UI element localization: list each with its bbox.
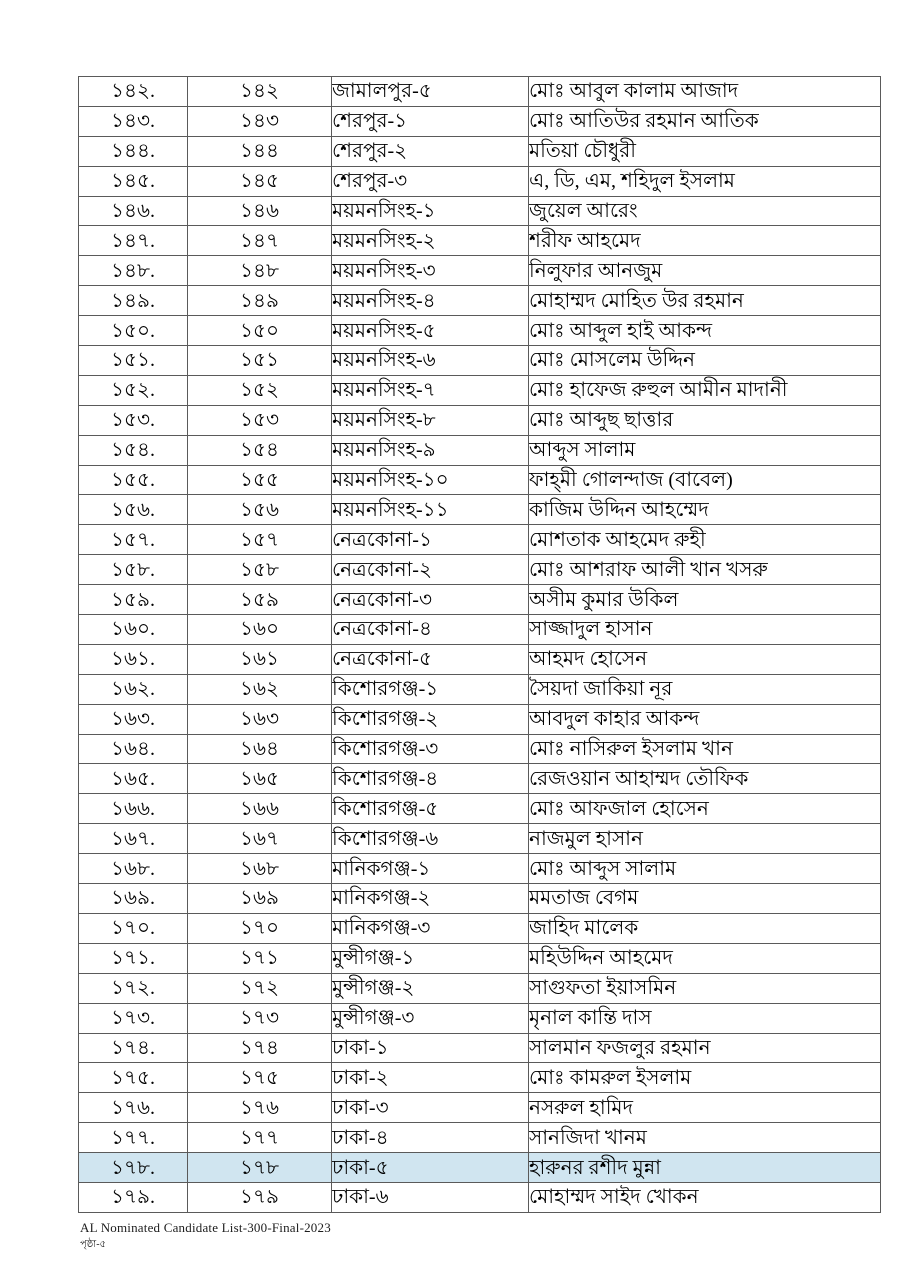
cell-number: ১৬৪ <box>188 734 332 764</box>
cell-constituency: ঢাকা-৩ <box>332 1093 529 1123</box>
cell-number: ১৪৭ <box>188 226 332 256</box>
cell-serial: ১৫৪. <box>79 435 188 465</box>
cell-constituency: শেরপুর-১ <box>332 106 529 136</box>
cell-number: ১৬৩ <box>188 704 332 734</box>
footer-page-number: পৃষ্ঠা-৫ <box>80 1239 107 1250</box>
cell-number: ১৭৫ <box>188 1063 332 1093</box>
cell-constituency: কিশোরগঞ্জ-১ <box>332 674 529 704</box>
page-footer <box>80 1220 331 1254</box>
cell-number: ১৫৬ <box>188 495 332 525</box>
cell-candidate: সালমান ফজলুর রহমান <box>529 1033 881 1063</box>
cell-number: ১৬৮ <box>188 854 332 884</box>
table-row <box>79 973 881 1003</box>
footer-document-title: AL Nominated Candidate List-300-Final-2023 <box>80 1220 331 1235</box>
cell-number: ১৪৬ <box>188 196 332 226</box>
cell-candidate: মমতাজ বেগম <box>529 884 881 914</box>
table-row <box>79 375 881 405</box>
cell-constituency: শেরপুর-২ <box>332 136 529 166</box>
table-row <box>79 136 881 166</box>
cell-candidate: মোঃ নাসিরুল ইসলাম খান <box>529 734 881 764</box>
cell-constituency: মুন্সীগঞ্জ-১ <box>332 943 529 973</box>
table-row <box>79 555 881 585</box>
cell-candidate: আবদুল কাহার আকন্দ <box>529 704 881 734</box>
cell-candidate: নাজমুল হাসান <box>529 824 881 854</box>
cell-serial: ১৫৩. <box>79 405 188 435</box>
cell-constituency: মুন্সীগঞ্জ-২ <box>332 973 529 1003</box>
cell-number: ১৬২ <box>188 674 332 704</box>
table-row <box>79 585 881 615</box>
cell-serial: ১৬৫. <box>79 764 188 794</box>
cell-number: ১৫১ <box>188 346 332 376</box>
candidate-table <box>78 76 881 1213</box>
cell-candidate: সাগুফতা ইয়াসমিন <box>529 973 881 1003</box>
cell-constituency: মানিকগঞ্জ-২ <box>332 884 529 914</box>
cell-serial: ১৬০. <box>79 615 188 645</box>
cell-candidate: মোশতাক আহমেদ রুহী <box>529 525 881 555</box>
table-row <box>79 884 881 914</box>
table-row <box>79 1093 881 1123</box>
table-row <box>79 794 881 824</box>
cell-serial: ১৫৭. <box>79 525 188 555</box>
cell-serial: ১৬৯. <box>79 884 188 914</box>
cell-constituency: ময়মনসিংহ-২ <box>332 226 529 256</box>
cell-constituency: কিশোরগঞ্জ-৬ <box>332 824 529 854</box>
cell-constituency: কিশোরগঞ্জ-৪ <box>332 764 529 794</box>
cell-constituency: ঢাকা-৪ <box>332 1123 529 1153</box>
cell-candidate: কাজিম উদ্দিন আহম্মেদ <box>529 495 881 525</box>
table-row <box>79 525 881 555</box>
cell-constituency: ময়মনসিংহ-১০ <box>332 465 529 495</box>
cell-constituency: ময়মনসিংহ-৫ <box>332 316 529 346</box>
cell-serial: ১৫৯. <box>79 585 188 615</box>
cell-serial: ১৭৯. <box>79 1182 188 1212</box>
cell-constituency: ময়মনসিংহ-৩ <box>332 256 529 286</box>
table-row <box>79 1033 881 1063</box>
cell-candidate: সানজিদা খানম <box>529 1123 881 1153</box>
cell-number: ১৬৫ <box>188 764 332 794</box>
cell-number: ১৭৩ <box>188 1003 332 1033</box>
cell-number: ১৫৫ <box>188 465 332 495</box>
cell-candidate: সাজ্জাদুল হাসান <box>529 615 881 645</box>
cell-candidate: মোঃ আফজাল হোসেন <box>529 794 881 824</box>
cell-candidate: মৃনাল কান্তি দাস <box>529 1003 881 1033</box>
cell-constituency: ময়মনসিংহ-৭ <box>332 375 529 405</box>
cell-number: ১৪৪ <box>188 136 332 166</box>
cell-candidate: রেজওয়ান আহাম্মদ তৌফিক <box>529 764 881 794</box>
cell-serial: ১৫২. <box>79 375 188 405</box>
cell-serial: ১৫৬. <box>79 495 188 525</box>
cell-serial: ১৬৭. <box>79 824 188 854</box>
cell-serial: ১৭১. <box>79 943 188 973</box>
cell-serial: ১৪৮. <box>79 256 188 286</box>
cell-candidate: মোঃ কামরুল ইসলাম <box>529 1063 881 1093</box>
table-row <box>79 196 881 226</box>
cell-number: ১৬১ <box>188 644 332 674</box>
cell-constituency: নেত্রকোনা-৩ <box>332 585 529 615</box>
cell-number: ১৫৪ <box>188 435 332 465</box>
cell-constituency: ময়মনসিংহ-৯ <box>332 435 529 465</box>
cell-candidate: অসীম কুমার উকিল <box>529 585 881 615</box>
cell-number: ১৭৭ <box>188 1123 332 1153</box>
cell-constituency: ময়মনসিংহ-৬ <box>332 346 529 376</box>
cell-serial: ১৫১. <box>79 346 188 376</box>
table-row <box>79 615 881 645</box>
cell-number: ১৭০ <box>188 913 332 943</box>
cell-serial: ১৭২. <box>79 973 188 1003</box>
cell-serial: ১৬৬. <box>79 794 188 824</box>
cell-serial: ১৬১. <box>79 644 188 674</box>
table-row <box>79 256 881 286</box>
cell-serial: ১৭০. <box>79 913 188 943</box>
cell-number: ১৭৪ <box>188 1033 332 1063</box>
cell-candidate: ফাহ্‌মী গোলন্দাজ (বাবেল) <box>529 465 881 495</box>
cell-number: ১৫৩ <box>188 405 332 435</box>
cell-serial: ১৭৫. <box>79 1063 188 1093</box>
cell-number: ১৫৮ <box>188 555 332 585</box>
cell-constituency: নেত্রকোনা-২ <box>332 555 529 585</box>
cell-constituency: মুন্সীগঞ্জ-৩ <box>332 1003 529 1033</box>
table-row <box>79 943 881 973</box>
candidate-table-body <box>79 77 881 1213</box>
cell-serial: ১৪৫. <box>79 166 188 196</box>
table-row <box>79 286 881 316</box>
table-row <box>79 764 881 794</box>
cell-serial: ১৪৯. <box>79 286 188 316</box>
cell-candidate: সৈয়দা জাকিয়া নূর <box>529 674 881 704</box>
cell-constituency: ঢাকা-৬ <box>332 1182 529 1212</box>
table-row <box>79 405 881 435</box>
cell-serial: ১৫৮. <box>79 555 188 585</box>
cell-number: ১৪৯ <box>188 286 332 316</box>
table-row <box>79 734 881 764</box>
cell-number: ১৫২ <box>188 375 332 405</box>
cell-candidate: জুয়েল আরেং <box>529 196 881 226</box>
table-row <box>79 854 881 884</box>
cell-number: ১৬৯ <box>188 884 332 914</box>
table-row <box>79 316 881 346</box>
cell-constituency: নেত্রকোনা-১ <box>332 525 529 555</box>
cell-constituency: ময়মনসিংহ-১ <box>332 196 529 226</box>
cell-candidate: নিলুফার আনজুম <box>529 256 881 286</box>
cell-constituency: ঢাকা-২ <box>332 1063 529 1093</box>
cell-serial: ১৫০. <box>79 316 188 346</box>
cell-number: ১৫৯ <box>188 585 332 615</box>
cell-serial: ১৬৮. <box>79 854 188 884</box>
cell-number: ১৫৭ <box>188 525 332 555</box>
cell-candidate: মোঃ আব্দুস সালাম <box>529 854 881 884</box>
cell-candidate: নসরুল হামিদ <box>529 1093 881 1123</box>
cell-number: ১৫০ <box>188 316 332 346</box>
cell-constituency: কিশোরগঞ্জ-৫ <box>332 794 529 824</box>
cell-constituency: ময়মনসিংহ-৮ <box>332 405 529 435</box>
cell-constituency: ময়মনসিংহ-১১ <box>332 495 529 525</box>
table-row <box>79 824 881 854</box>
cell-constituency: ময়মনসিংহ-৪ <box>332 286 529 316</box>
table-row <box>79 704 881 734</box>
table-row <box>79 346 881 376</box>
cell-candidate: জাহিদ মালেক <box>529 913 881 943</box>
cell-serial: ১৪৩. <box>79 106 188 136</box>
table-row <box>79 1063 881 1093</box>
cell-constituency: ঢাকা-৫ <box>332 1153 529 1183</box>
cell-serial: ১৭৪. <box>79 1033 188 1063</box>
cell-number: ১৪৩ <box>188 106 332 136</box>
cell-constituency: কিশোরগঞ্জ-২ <box>332 704 529 734</box>
cell-candidate: মোঃ হাফেজ রুহুল আমীন মাদানী <box>529 375 881 405</box>
table-row <box>79 1182 881 1212</box>
cell-candidate: মোঃ মোসলেম উদ্দিন <box>529 346 881 376</box>
cell-serial: ১৭৩. <box>79 1003 188 1033</box>
cell-candidate: মোঃ আব্দুল হাই আকন্দ <box>529 316 881 346</box>
cell-candidate: এ, ডি, এম, শহিদুল ইসলাম <box>529 166 881 196</box>
table-row <box>79 77 881 107</box>
cell-candidate: হারুনর রশীদ মুন্না <box>529 1153 881 1183</box>
cell-serial: ১৬৪. <box>79 734 188 764</box>
cell-serial: ১৭৮. <box>79 1153 188 1183</box>
cell-constituency: নেত্রকোনা-৫ <box>332 644 529 674</box>
cell-number: ১৪৮ <box>188 256 332 286</box>
cell-serial: ১৪৭. <box>79 226 188 256</box>
cell-candidate: শরীফ আহমেদ <box>529 226 881 256</box>
cell-number: ১৪২ <box>188 77 332 107</box>
cell-serial: ১৪২. <box>79 77 188 107</box>
table-row <box>79 644 881 674</box>
cell-constituency: মানিকগঞ্জ-১ <box>332 854 529 884</box>
cell-constituency: নেত্রকোনা-৪ <box>332 615 529 645</box>
cell-serial: ১৪৪. <box>79 136 188 166</box>
table-row <box>79 226 881 256</box>
cell-constituency: শেরপুর-৩ <box>332 166 529 196</box>
cell-candidate: মোঃ আশরাফ আলী খান খসরু <box>529 555 881 585</box>
cell-serial: ১৬২. <box>79 674 188 704</box>
table-row <box>79 913 881 943</box>
cell-serial: ১৭৬. <box>79 1093 188 1123</box>
table-row <box>79 465 881 495</box>
cell-candidate: মোহাম্মদ সাইদ খোকন <box>529 1182 881 1212</box>
cell-number: ১৭৯ <box>188 1182 332 1212</box>
cell-candidate: মতিয়া চৌধুরী <box>529 136 881 166</box>
cell-constituency: জামালপুর-৫ <box>332 77 529 107</box>
cell-number: ১৭২ <box>188 973 332 1003</box>
cell-serial: ১৪৬. <box>79 196 188 226</box>
cell-constituency: মানিকগঞ্জ-৩ <box>332 913 529 943</box>
cell-number: ১৬৭ <box>188 824 332 854</box>
cell-candidate: মোহাম্মদ মোহিত উর রহমান <box>529 286 881 316</box>
cell-candidate: মোঃ আতিউর রহমান আতিক <box>529 106 881 136</box>
cell-candidate: মহিউদ্দিন আহমেদ <box>529 943 881 973</box>
cell-candidate: আব্দুস সালাম <box>529 435 881 465</box>
cell-constituency: কিশোরগঞ্জ-৩ <box>332 734 529 764</box>
cell-candidate: মোঃ আবুল কালাম আজাদ <box>529 77 881 107</box>
table-row <box>79 106 881 136</box>
table-row <box>79 1003 881 1033</box>
cell-candidate: আহমদ হোসেন <box>529 644 881 674</box>
cell-serial: ১৭৭. <box>79 1123 188 1153</box>
cell-number: ১৬০ <box>188 615 332 645</box>
table-row <box>79 1153 881 1183</box>
cell-number: ১৭৮ <box>188 1153 332 1183</box>
cell-number: ১৭১ <box>188 943 332 973</box>
cell-serial: ১৫৫. <box>79 465 188 495</box>
cell-candidate: মোঃ আব্দুছ ছাত্তার <box>529 405 881 435</box>
table-row <box>79 166 881 196</box>
cell-number: ১৪৫ <box>188 166 332 196</box>
table-row <box>79 435 881 465</box>
cell-number: ১৭৬ <box>188 1093 332 1123</box>
cell-constituency: ঢাকা-১ <box>332 1033 529 1063</box>
table-row <box>79 1123 881 1153</box>
cell-serial: ১৬৩. <box>79 704 188 734</box>
table-row <box>79 674 881 704</box>
cell-number: ১৬৬ <box>188 794 332 824</box>
table-row <box>79 495 881 525</box>
